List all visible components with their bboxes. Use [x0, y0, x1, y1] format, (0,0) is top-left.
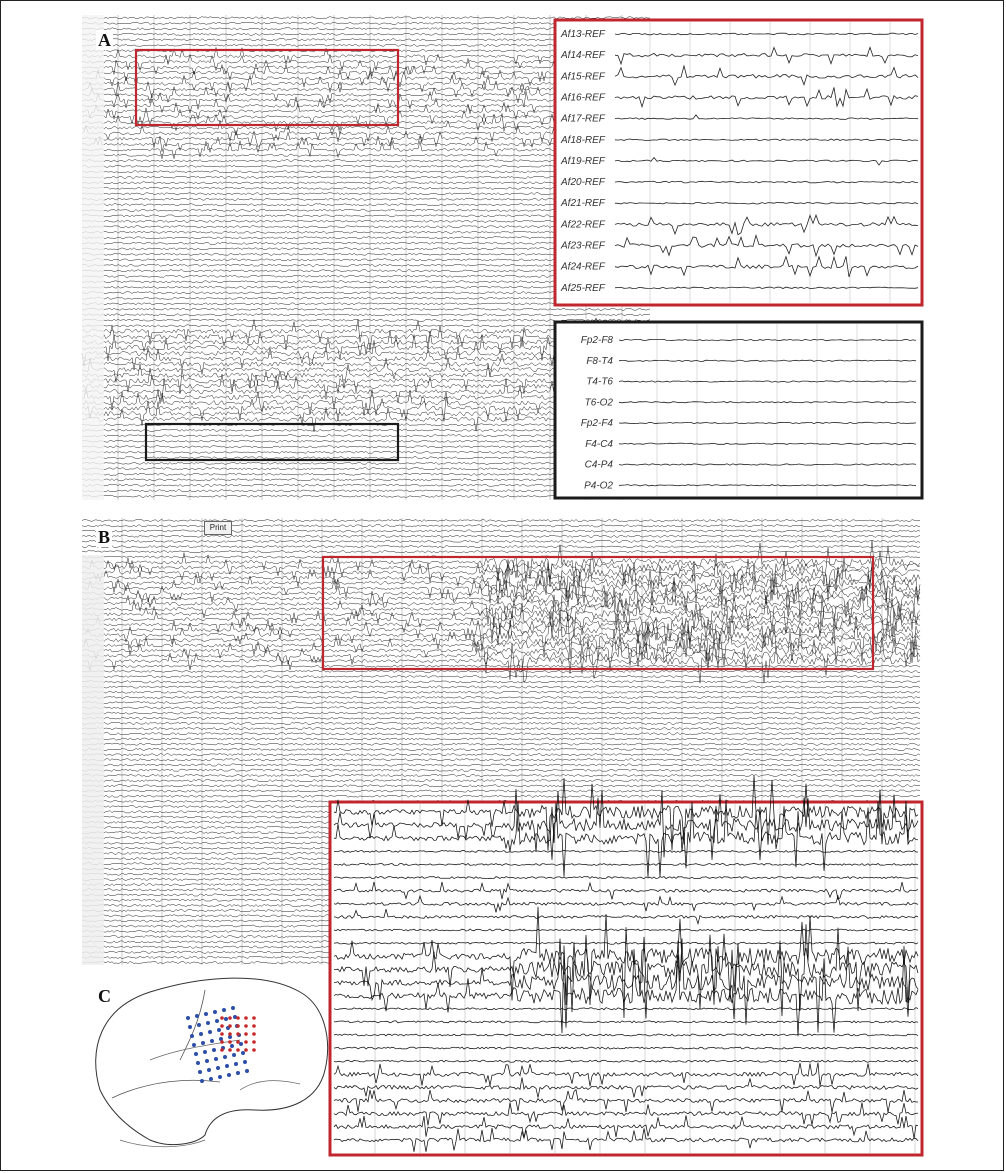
- panel-label-a: A: [98, 30, 111, 50]
- electrode-blue: [192, 1043, 196, 1047]
- panel-label-c: C: [98, 986, 111, 1006]
- eeg-trace: [82, 665, 920, 667]
- electrode-blue: [208, 1030, 212, 1034]
- eeg-trace: [82, 764, 920, 766]
- electrode-blue: [236, 1071, 240, 1075]
- electrode-blue: [245, 1069, 249, 1073]
- electrode-blue: [186, 1016, 190, 1020]
- channel-label-strip-b: [82, 555, 104, 965]
- electrode-blue: [204, 1012, 208, 1016]
- electrode-blue: [195, 1014, 199, 1018]
- electrode-blue: [209, 1077, 213, 1081]
- electrode-red: [236, 1024, 240, 1028]
- channel-label: Fp2-F8: [580, 335, 613, 346]
- eeg-trace: [82, 728, 920, 730]
- channel-label: Af17-REF: [561, 113, 605, 125]
- channel-label: P4-O2: [584, 480, 613, 492]
- channel-label: Af13-REF: [561, 29, 605, 40]
- electrode-red: [252, 1048, 256, 1052]
- electrode-red: [220, 1040, 224, 1044]
- electrode-red: [252, 1016, 256, 1020]
- eeg-trace: [82, 738, 920, 740]
- eeg-trace: [82, 574, 920, 616]
- inset-black-a: [555, 322, 922, 498]
- channel-label: Af22-REF: [561, 219, 605, 231]
- electrode-blue: [224, 1017, 228, 1021]
- channel-label: Fp2-F4: [580, 418, 613, 429]
- electrode-red: [252, 1032, 256, 1036]
- channel-label: Af25-REF: [561, 282, 605, 294]
- electrode-blue: [227, 1073, 231, 1077]
- electrode-red: [244, 1048, 248, 1052]
- electrode-red: [220, 1048, 224, 1052]
- electrode-red: [228, 1048, 232, 1052]
- channel-label: Af16-REF: [561, 92, 605, 104]
- electrode-blue: [205, 1059, 209, 1063]
- electrode-blue: [241, 1051, 245, 1055]
- eeg-trace: [82, 759, 920, 761]
- electrode-red: [228, 1032, 232, 1036]
- electrode-red: [236, 1016, 240, 1020]
- eeg-trace: [82, 676, 920, 678]
- electrode-red: [236, 1032, 240, 1036]
- electrode-red: [220, 1016, 224, 1020]
- channel-label: F4-C4: [585, 438, 613, 450]
- electrode-blue: [216, 1066, 220, 1070]
- channel-label: Af14-REF: [561, 50, 605, 62]
- eeg-trace: [82, 548, 920, 589]
- electrode-blue: [188, 1025, 192, 1029]
- eeg-trace: [82, 754, 920, 756]
- electrode-blue: [206, 1021, 210, 1025]
- eeg-trace: [82, 551, 920, 553]
- channel-label: Af20-REF: [561, 177, 605, 189]
- electrode-blue: [198, 1070, 202, 1074]
- electrode-red: [252, 1024, 256, 1028]
- eeg-trace: [82, 748, 920, 750]
- panel-label-b: B: [98, 527, 111, 547]
- eeg-trace: [82, 702, 920, 704]
- print-button[interactable]: Print: [204, 521, 232, 535]
- electrode-blue: [215, 1019, 219, 1023]
- electrode-blue: [203, 1050, 207, 1054]
- electrode-red: [244, 1024, 248, 1028]
- electrode-red: [244, 1032, 248, 1036]
- electrode-red: [252, 1040, 256, 1044]
- electrode-blue: [232, 1053, 236, 1057]
- eeg-trace: [82, 691, 920, 693]
- channel-label: T4-T6: [586, 376, 613, 388]
- eeg-trace: [82, 774, 920, 776]
- eeg-trace: [82, 624, 920, 667]
- channel-label-strip: [82, 15, 104, 500]
- eeg-trace: [82, 722, 920, 724]
- electrode-red: [220, 1024, 224, 1028]
- eeg-trace: [82, 540, 920, 542]
- electrode-red: [236, 1048, 240, 1052]
- electrode-blue: [230, 1044, 234, 1048]
- eeg-trace: [82, 557, 920, 601]
- electrode-blue: [217, 1028, 221, 1032]
- electrode-blue: [213, 1010, 217, 1014]
- eeg-trace: [82, 696, 920, 698]
- electrode-blue: [200, 1079, 204, 1083]
- electrode-blue: [196, 1061, 200, 1065]
- electrode-blue: [222, 1008, 226, 1012]
- electrode-blue: [223, 1055, 227, 1059]
- channel-label: Af21-REF: [561, 198, 605, 210]
- electrode-red: [220, 1032, 224, 1036]
- channel-label: Af23-REF: [561, 240, 605, 252]
- electrode-red: [228, 1024, 232, 1028]
- electrode-blue: [201, 1041, 205, 1045]
- channel-label: Af19-REF: [561, 155, 605, 167]
- electrode-blue: [214, 1057, 218, 1061]
- channel-label: T6-O2: [584, 397, 613, 409]
- inset-red-a: [555, 20, 922, 305]
- electrode-blue: [225, 1064, 229, 1068]
- electrode-blue: [234, 1062, 238, 1066]
- electrode-blue: [218, 1075, 222, 1079]
- electrode-red: [244, 1040, 248, 1044]
- eeg-trace: [82, 707, 920, 709]
- electrode-blue: [243, 1060, 247, 1064]
- channel-label: F8-T4: [586, 355, 613, 367]
- electrode-red: [228, 1040, 232, 1044]
- electrode-red: [236, 1040, 240, 1044]
- eeg-trace: [82, 785, 920, 787]
- electrode-red: [244, 1016, 248, 1020]
- highlight-box-red-b: [323, 557, 873, 669]
- electrode-blue: [212, 1048, 216, 1052]
- electrode-blue: [207, 1068, 211, 1072]
- electrode-red: [228, 1016, 232, 1020]
- brain-diagram: [96, 978, 328, 1147]
- inset-red-b: [330, 776, 922, 1155]
- eeg-trace: [82, 712, 920, 714]
- eeg-trace: [82, 686, 920, 688]
- electrode-blue: [199, 1032, 203, 1036]
- eeg-trace: [82, 743, 920, 745]
- eeg-trace: [82, 681, 920, 683]
- eeg-trace: [82, 308, 650, 310]
- eeg-trace: [82, 769, 920, 771]
- eeg-trace: [82, 535, 920, 537]
- electrode-blue: [210, 1039, 214, 1043]
- eeg-trace: [82, 795, 920, 797]
- channel-label: Af15-REF: [561, 71, 605, 83]
- channel-label: Af18-REF: [561, 134, 605, 146]
- eeg-trace: [82, 717, 920, 719]
- eeg-trace: [82, 605, 920, 646]
- eeg-trace: [82, 546, 920, 548]
- electrode-blue: [194, 1052, 198, 1056]
- eeg-trace: [82, 670, 920, 672]
- eeg-trace: [82, 733, 920, 735]
- channel-label: Af24-REF: [561, 261, 605, 273]
- channel-label: C4-P4: [584, 459, 613, 471]
- electrode-blue: [231, 1006, 235, 1010]
- eeg-trace: [82, 790, 920, 792]
- eeg-trace: [82, 17, 650, 19]
- eeg-trace: [82, 780, 920, 782]
- electrode-blue: [190, 1034, 194, 1038]
- electrode-blue: [197, 1023, 201, 1027]
- eeg-trace: [82, 314, 650, 316]
